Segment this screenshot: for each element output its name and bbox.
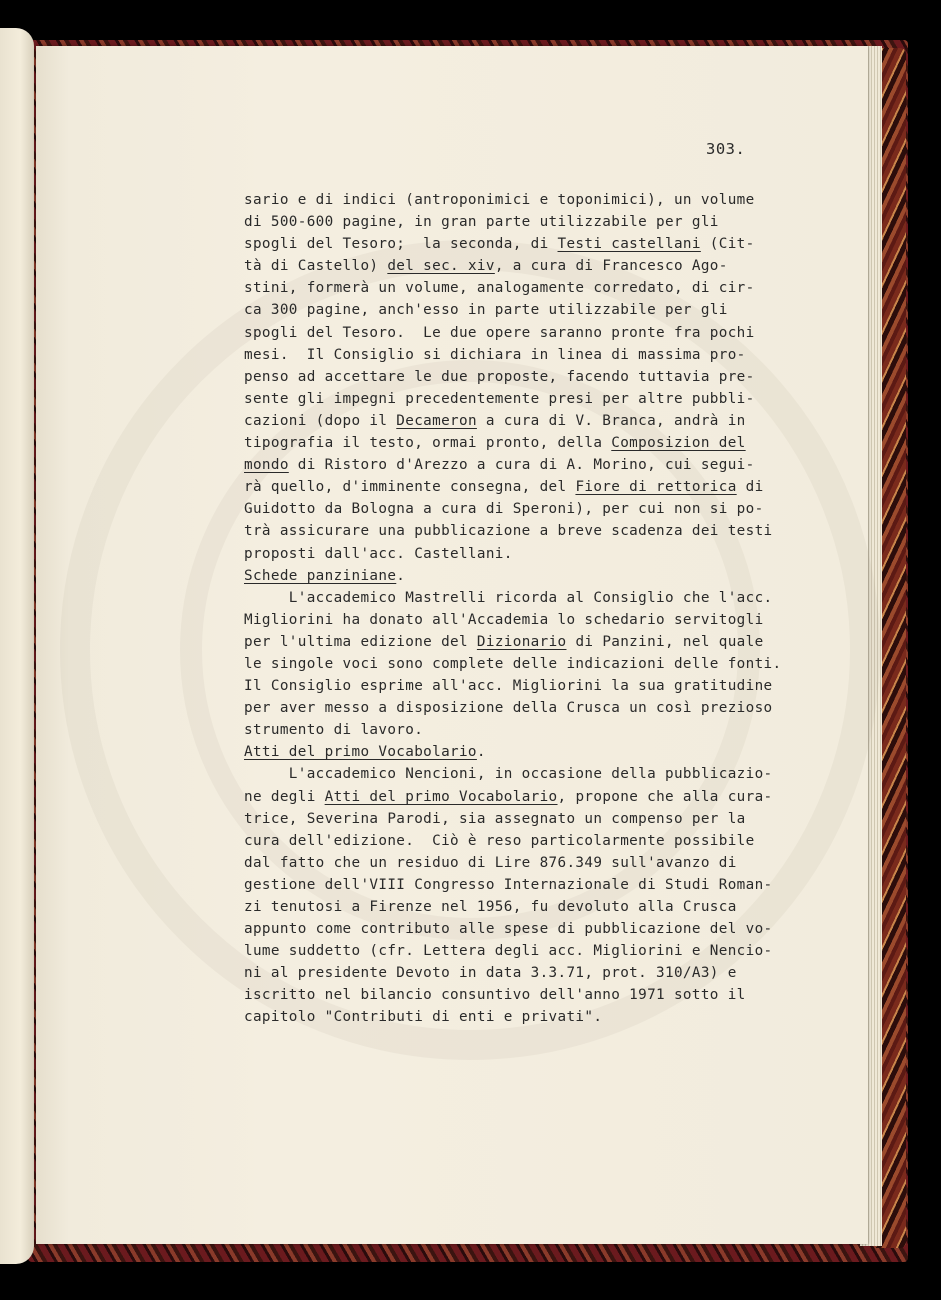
- text-segment: stini, formerà un volume, analogamente corredato, di cir-: [244, 280, 755, 297]
- text-line: [244, 189, 784, 211]
- text-line: [244, 653, 784, 675]
- text-line: [244, 763, 784, 785]
- text-line: [244, 322, 784, 344]
- text-segment: spogli del Tesoro; la seconda, di: [244, 236, 558, 253]
- text-segment: capitolo "Contributi di enti e privati".: [244, 1009, 603, 1026]
- text-line: [244, 918, 784, 940]
- text-line: [244, 255, 784, 277]
- text-segment: (Cit-: [700, 236, 755, 253]
- text-segment: mesi. Il Consiglio si dichiara in linea di massima pro-: [244, 346, 746, 363]
- text-line: [244, 874, 784, 896]
- text-line: [244, 211, 784, 233]
- text-line: [244, 520, 784, 542]
- text-segment: zi tenutosi a Firenze nel 1956, fu devoluto alla Crusca: [244, 899, 737, 915]
- text-line: [244, 344, 784, 366]
- text-line: [244, 233, 784, 255]
- text-line: [244, 808, 784, 830]
- text-segment: le singole voci sono complete delle indicazioni delle fonti.: [244, 655, 782, 672]
- text-line: [244, 719, 784, 741]
- text-line: [244, 852, 784, 874]
- page-number: 303.: [706, 140, 746, 158]
- text-segment: sario e di indici (antroponimici e toponimici), un volume: [244, 192, 755, 208]
- text-segment: , propone che alla cura-: [557, 788, 773, 805]
- text-segment: trà assicurare una pubblicazione a breve scadenza dei testi: [244, 523, 773, 540]
- text-line: [244, 940, 784, 962]
- text-segment: tipografia il testo, ormai pronto, della: [244, 435, 612, 452]
- text-line: [244, 984, 784, 1006]
- text-line: [244, 962, 784, 984]
- text-segment: di Panzini, nel quale: [566, 633, 764, 650]
- text-segment: appunto come contributo alle spese di pubblicazione del vo-: [244, 921, 773, 938]
- underlined-title: Composizion del: [611, 435, 746, 452]
- text-segment: di Ristoro d'Arezzo a cura di A. Morino, cui segui-: [288, 457, 755, 474]
- text-segment: strumento di lavoro.: [244, 722, 424, 739]
- text-segment: ne degli: [244, 788, 325, 805]
- text-segment: , a cura di Francesco Ago-: [494, 258, 728, 275]
- text-line: [244, 786, 784, 808]
- text-segment: gestione dell'VIII Congresso Internazionale di Studi Roman-: [244, 876, 773, 893]
- text-segment: di 500-600 pagine, in gran parte utilizzabile per gli: [244, 214, 719, 231]
- text-segment: ni al presidente Devoto in data 3.3.71, prot. 310/A3) e: [244, 965, 737, 982]
- text-segment: tà di Castello): [244, 258, 388, 275]
- text-line: [244, 697, 784, 719]
- text-line: [244, 366, 784, 388]
- text-segment: per aver messo a disposizione della Crusca un così prezioso: [244, 700, 773, 717]
- text-line: [244, 454, 784, 476]
- underlined-title: Atti del primo Vocabolario: [244, 744, 477, 761]
- text-segment: iscritto nel bilancio consuntivo dell'anno 1971 sotto il: [244, 987, 746, 1004]
- text-segment: di: [736, 479, 764, 496]
- text-segment: trice, Severina Parodi, sia assegnato un compenso per la: [244, 810, 746, 827]
- text-segment: sente gli impegni precedentemente presi per altre pubbli-: [244, 390, 755, 407]
- text-segment: proposti dall'acc. Castellani.: [244, 545, 513, 562]
- text-line: [244, 565, 784, 587]
- text-line: [244, 388, 784, 410]
- text-segment: per l'ultima edizione del: [244, 633, 477, 650]
- text-segment: dal fatto che un residuo di Lire 876.349 sull'avanzo di: [244, 854, 737, 871]
- text-line: [244, 609, 784, 631]
- text-segment: L'accademico Nencioni, in occasione della pubblicazio-: [244, 766, 773, 783]
- underlined-title: Schede panziniane: [244, 567, 397, 584]
- text-line: [244, 631, 784, 653]
- text-segment: cazioni (dopo il: [244, 412, 397, 429]
- text-line: [244, 476, 784, 498]
- underlined-title: Decameron: [396, 412, 477, 429]
- text-segment: a cura di V. Branca, andrà in: [476, 412, 746, 429]
- text-segment: rà quello, d'imminente consegna, del: [244, 479, 576, 496]
- text-line: [244, 896, 784, 918]
- text-line: [244, 543, 784, 565]
- text-line: [244, 675, 784, 697]
- text-segment: Il Consiglio esprime all'acc. Migliorini la sua gratitudine: [244, 678, 773, 695]
- text-segment: .: [396, 567, 406, 584]
- text-line: [244, 830, 784, 852]
- text-line: [244, 277, 784, 299]
- text-line: [244, 498, 784, 520]
- facing-page: [0, 28, 34, 1264]
- text-segment: L'accademico Mastrelli ricorda al Consiglio che l'acc.: [244, 589, 773, 606]
- underlined-title: del sec. xiv: [387, 258, 495, 275]
- text-segment: penso ad accettare le due proposte, facendo tuttavia pre-: [244, 368, 755, 385]
- underlined-title: mondo: [244, 457, 289, 474]
- text-segment: spogli del Tesoro. Le due opere saranno pronte fra pochi: [244, 324, 755, 341]
- underlined-title: Fiore di rettorica: [575, 479, 737, 496]
- text-line: [244, 410, 784, 432]
- underlined-title: Dizionario: [476, 633, 567, 650]
- text-segment: Guidotto da Bologna a cura di Speroni), per cui non si po-: [244, 501, 764, 518]
- text-segment: cura dell'edizione. Ciò è reso particolarmente possibile: [244, 832, 755, 849]
- text-line: [244, 587, 784, 609]
- text-line: [244, 1006, 784, 1028]
- underlined-title: Testi castellani: [557, 236, 701, 253]
- text-line: [244, 741, 784, 763]
- text-line: [244, 432, 784, 454]
- text-line: [244, 299, 784, 321]
- text-segment: .: [476, 744, 486, 761]
- underlined-title: Atti del primo Vocabolario: [324, 788, 558, 805]
- text-segment: Migliorini ha donato all'Accademia lo schedario servitogli: [244, 611, 764, 628]
- text-segment: lume suddetto (cfr. Lettera degli acc. Migliorini e Nencio-: [244, 943, 773, 960]
- typed-body-text: [244, 189, 784, 1029]
- text-segment: ca 300 pagine, anch'esso in parte utilizzabile per gli: [244, 302, 728, 319]
